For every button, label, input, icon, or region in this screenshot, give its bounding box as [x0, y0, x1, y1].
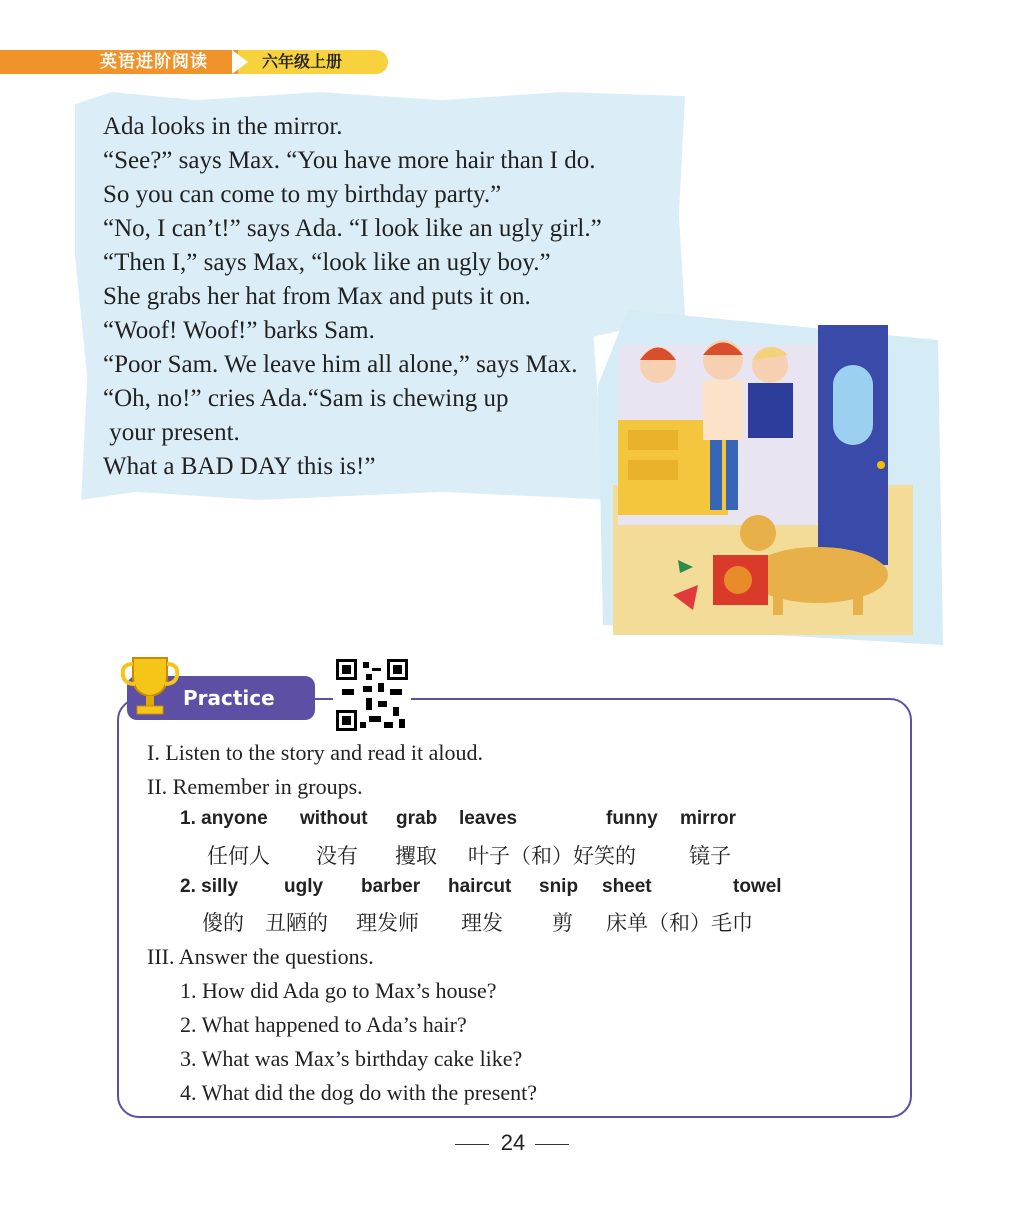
vocab-word: leaves — [459, 808, 518, 829]
story-line: Ada looks in the mirror. — [103, 113, 343, 140]
vocab-word: snip — [539, 876, 579, 897]
vocab-meaning: 镜子 — [689, 844, 731, 868]
story-line: your present. — [103, 419, 240, 446]
vocab-meaning: 攫取 — [395, 844, 437, 868]
vocab-word: funny — [606, 808, 658, 829]
vocab-word: barber — [361, 876, 421, 897]
series-title: 英语进阶阅读 — [0, 50, 250, 74]
question-item: 2. What happened to Ada’s hair? — [180, 1012, 467, 1037]
vocab-word: haircut — [448, 876, 512, 897]
vocab-word: 1. anyone — [180, 808, 268, 829]
story-line: “No, I can’t!” says Ada. “I look like an ugly girl.” — [103, 215, 602, 242]
story-line: “See?” says Max. “You have more hair than I do. — [103, 147, 596, 174]
vocab-meaning: 理发师 — [356, 911, 419, 935]
question-item: 1. How did Ada go to Max’s house? — [180, 978, 497, 1003]
vocab-word: ugly — [284, 876, 324, 897]
vocab-word: mirror — [680, 808, 736, 829]
vocab-meaning: 叶子（和）好笑的 — [468, 844, 636, 868]
practice-tab: Practice — [127, 676, 315, 720]
door-window — [833, 365, 873, 445]
story-line: “Poor Sam. We leave him all alone,” says Max. — [103, 351, 578, 378]
vocab-meaning: 任何人 — [207, 844, 270, 868]
instruction-1: I. Listen to the story and read it aloud. — [147, 740, 484, 765]
vocab-word: towel — [733, 876, 782, 897]
qr-code[interactable] — [333, 656, 411, 734]
page-footer — [455, 1130, 570, 1160]
question-item: 3. What was Max’s birthday cake like? — [180, 1046, 523, 1071]
instruction-3: III. Answer the questions. — [147, 944, 374, 969]
vocab-meaning: 没有 — [316, 844, 358, 868]
header-divider — [232, 50, 248, 74]
vocab-word: sheet — [602, 876, 652, 897]
story-line: “Then I,” says Max, “look like an ugly boy.” — [103, 249, 551, 276]
vocab-meaning: 剪 — [552, 911, 573, 935]
story-illustration — [598, 305, 943, 650]
story-line: “Woof! Woof!” barks Sam. — [103, 317, 375, 344]
question-item: 4. What did the dog do with the present? — [180, 1080, 538, 1105]
grade-label: 六年级上册 — [238, 50, 388, 74]
page-header — [0, 50, 390, 76]
vocab-meaning: 傻的 — [202, 911, 244, 935]
trophy-icon — [119, 650, 181, 720]
footer-rule — [535, 1144, 569, 1145]
vocab-word: without — [300, 808, 368, 829]
story-line: So you can come to my birthday party.” — [103, 181, 502, 208]
story-line: She grabs her hat from Max and puts it on. — [103, 283, 531, 310]
vocab-word: grab — [396, 808, 438, 829]
story-line: What a BAD DAY this is!” — [103, 453, 376, 480]
story-text — [103, 110, 602, 484]
page-number: 24 — [500, 1130, 526, 1155]
vocab-meaning: 理发 — [461, 911, 503, 935]
vocab-word: 2. silly — [180, 876, 239, 897]
instruction-2: II. Remember in groups. — [147, 774, 363, 799]
footer-rule — [455, 1144, 489, 1145]
dog — [748, 547, 888, 603]
story-line: “Oh, no!” cries Ada.“Sam is chewing up — [103, 385, 509, 412]
vocab-meaning: 床单（和）毛巾 — [606, 911, 753, 935]
vocab-meaning: 丑陋的 — [265, 911, 328, 935]
